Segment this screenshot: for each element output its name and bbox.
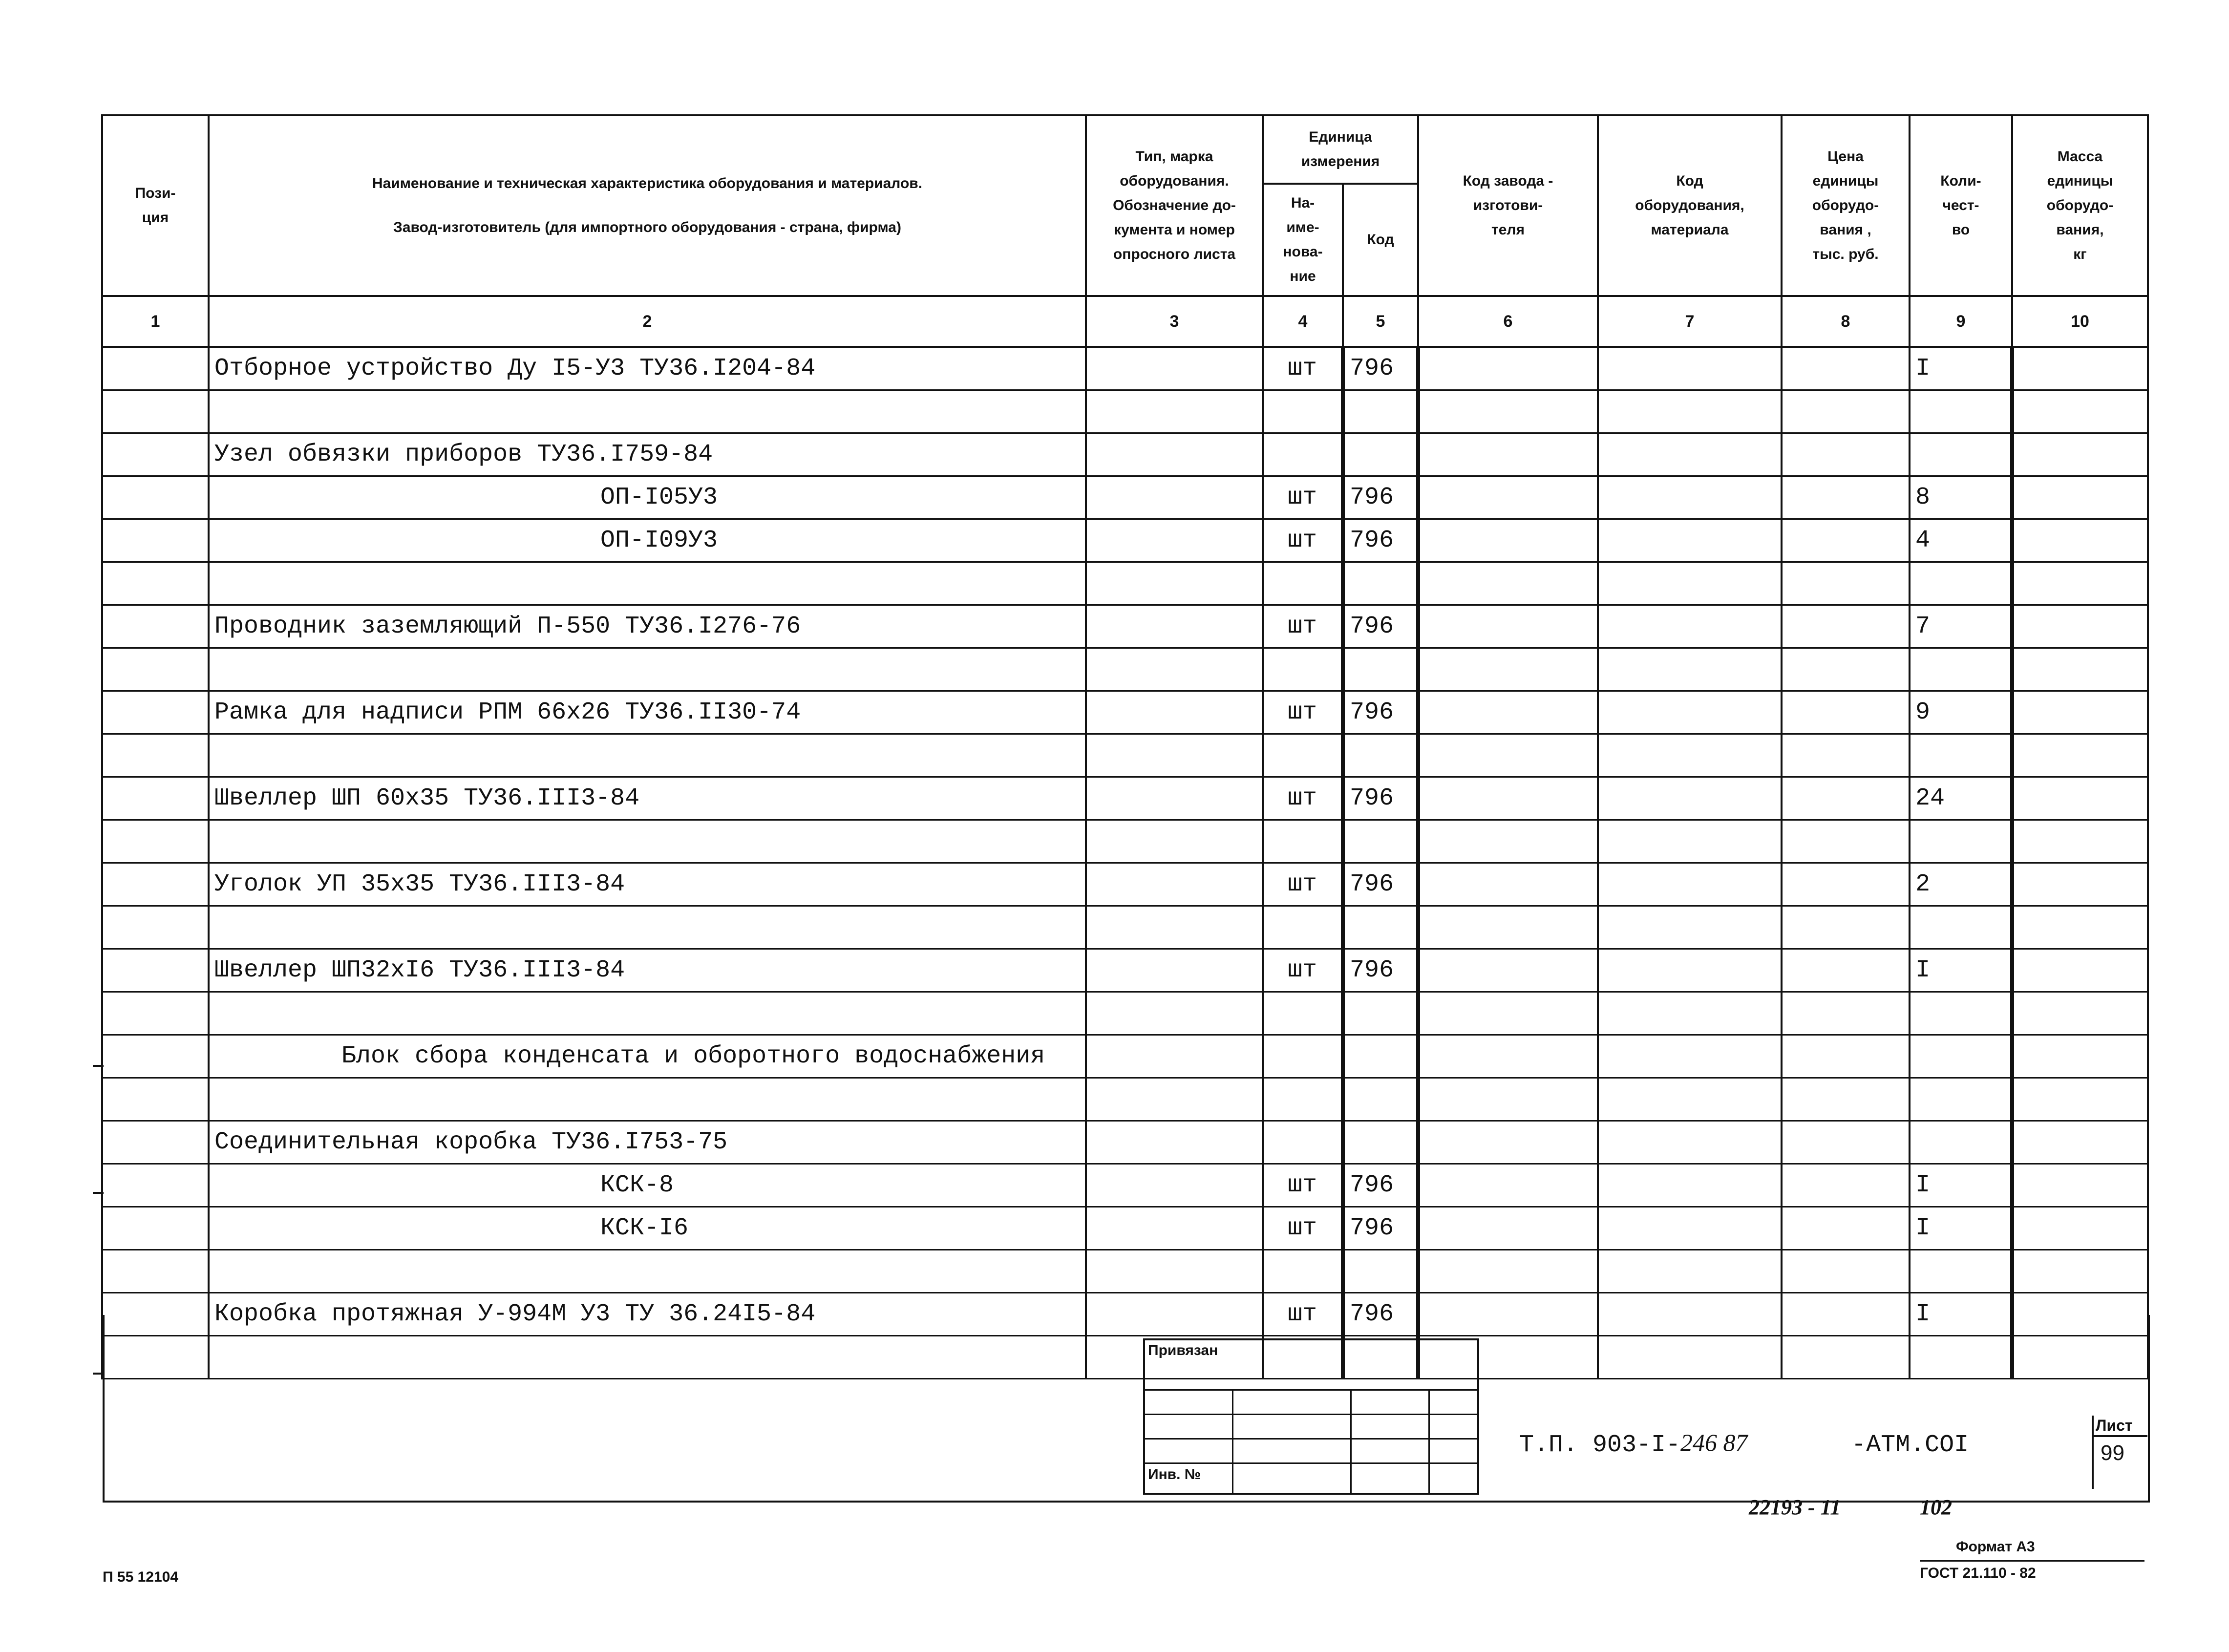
mass-cell [2012,906,2148,949]
factory-code-cell [1418,820,1598,863]
price-cell [1782,648,1910,691]
unit-code: 796 [1343,347,1418,390]
document-code: Т.П. 903-I- -АТМ.СОI [1519,1431,1969,1459]
table-row [102,691,2148,734]
unit-code: 796 [1343,476,1418,519]
factory-code-cell [1418,519,1598,562]
item-name [209,734,1086,777]
unit-name [1263,820,1343,863]
column-number: 4 [1263,296,1343,347]
unit-name [1263,562,1343,605]
position-cell [102,347,209,390]
mass-cell [2012,1250,2148,1292]
item-name: ОП-I09У3 [209,519,1086,562]
factory-code-cell [1418,1035,1598,1078]
unit-code [1343,1078,1418,1121]
mass-cell [2012,949,2148,992]
document-number-handwritten: 246 87 [1680,1429,1748,1456]
header-row [102,115,2148,184]
unit-name [1263,734,1343,777]
unit-code: 796 [1343,691,1418,734]
header-equipment-code: Код оборудования, материала [1598,115,1782,296]
mass-cell [2012,519,2148,562]
mass-cell [2012,691,2148,734]
table-row [102,347,2148,390]
header-unit-group: Единица измерения [1263,115,1418,184]
price-cell [1782,691,1910,734]
header-quantity: Коли- чест- во [1910,115,2012,296]
position-cell [102,1207,209,1250]
quantity: I [1910,949,2012,992]
unit-name: шт [1263,476,1343,519]
equipment-code-cell [1598,476,1782,519]
table-row [102,906,2148,949]
type-cell [1086,992,1263,1035]
unit-name: шт [1263,949,1343,992]
header-factory-code: Код завода - изготови- теля [1418,115,1598,296]
type-cell [1086,1035,1263,1078]
factory-code-cell [1418,605,1598,648]
mass-cell [2012,390,2148,433]
bound-label: Привязан [1148,1342,1218,1358]
mass-cell [2012,734,2148,777]
unit-name: шт [1263,1164,1343,1207]
specification-table [101,114,2149,1379]
binding-stamp [1143,1338,1479,1495]
equipment-code-cell [1598,433,1782,476]
form-code: П 55 12104 [103,1569,179,1585]
unit-code [1343,992,1418,1035]
table-row [102,1078,2148,1121]
type-cell [1086,1121,1263,1164]
factory-code-cell [1418,476,1598,519]
mass-cell [2012,863,2148,906]
unit-code [1343,906,1418,949]
unit-code: 796 [1343,777,1418,820]
item-name: Проводник заземляющий П-550 ТУ36.I276-76 [209,605,1086,648]
factory-code-cell [1418,648,1598,691]
quantity: 8 [1910,476,2012,519]
factory-code-cell [1418,1164,1598,1207]
mass-cell [2012,1164,2148,1207]
equipment-code-cell [1598,519,1782,562]
unit-name [1263,1078,1343,1121]
fold-mark [93,1065,104,1067]
item-name [209,1250,1086,1292]
type-cell [1086,390,1263,433]
unit-code: 796 [1343,863,1418,906]
sheet-label: Лист [2096,1417,2133,1434]
table-row [102,476,2148,519]
header-unit-mass: Масса единицы оборудо- вания, кг [2012,115,2148,296]
quantity: I [1910,1207,2012,1250]
column-number: 10 [2012,296,2148,347]
price-cell [1782,863,1910,906]
unit-code: 796 [1343,1207,1418,1250]
unit-name: шт [1263,691,1343,734]
item-name [209,906,1086,949]
unit-name: шт [1263,863,1343,906]
quantity: 7 [1910,605,2012,648]
item-name [209,992,1086,1035]
unit-code: 796 [1343,605,1418,648]
item-name: Швеллер ШП32хI6 ТУ36.III3-84 [209,949,1086,992]
table-row [102,992,2148,1035]
mass-cell [2012,820,2148,863]
fold-mark [93,1192,104,1194]
price-cell [1782,1078,1910,1121]
item-name: КСК-I6 [209,1207,1086,1250]
fold-mark [93,1373,104,1375]
unit-code [1343,648,1418,691]
type-cell [1086,820,1263,863]
unit-name [1263,1035,1343,1078]
equipment-code-cell [1598,820,1782,863]
table-row [102,1035,2148,1078]
quantity [1910,992,2012,1035]
type-cell [1086,691,1263,734]
type-cell [1086,777,1263,820]
unit-name: шт [1263,347,1343,390]
price-cell [1782,1207,1910,1250]
item-name: Коробка протяжная У-994М У3 ТУ 36.24I5-84 [209,1292,1086,1335]
type-cell [1086,1078,1263,1121]
position-cell [102,777,209,820]
mass-cell [2012,1207,2148,1250]
factory-code-cell [1418,433,1598,476]
equipment-code-cell [1598,1078,1782,1121]
price-cell [1782,562,1910,605]
type-cell [1086,347,1263,390]
unit-name [1263,1121,1343,1164]
item-name: Отборное устройство Ду I5-У3 ТУ36.I204-84 [209,347,1086,390]
price-cell [1782,433,1910,476]
price-cell [1782,777,1910,820]
unit-code [1343,390,1418,433]
quantity [1910,906,2012,949]
inventory-label: Инв. № [1148,1466,1201,1483]
factory-code-cell [1418,777,1598,820]
mass-cell [2012,347,2148,390]
price-cell [1782,1035,1910,1078]
column-number: 3 [1086,296,1263,347]
quantity [1910,1078,2012,1121]
type-cell [1086,1164,1263,1207]
factory-code-cell [1418,347,1598,390]
quantity [1910,734,2012,777]
equipment-code-cell [1598,347,1782,390]
quantity [1910,562,2012,605]
type-cell [1086,476,1263,519]
factory-code-cell [1418,1121,1598,1164]
header-type: Тип, марка оборудования. Обозначение до- кумента и номер опросного листа [1086,115,1263,296]
factory-code-cell [1418,863,1598,906]
equipment-code-cell [1598,949,1782,992]
price-cell [1782,906,1910,949]
item-name: Швеллер ШП 60х35 ТУ36.III3-84 [209,777,1086,820]
position-cell [102,433,209,476]
header-unit-code: Код [1343,184,1418,296]
unit-name: шт [1263,1207,1343,1250]
unit-code [1343,820,1418,863]
factory-code-cell [1418,1250,1598,1292]
quantity [1910,1121,2012,1164]
quantity [1910,820,2012,863]
quantity [1910,1250,2012,1292]
sheet-number: 99 [2101,1441,2124,1465]
position-cell [102,1121,209,1164]
column-number: 9 [1910,296,2012,347]
unit-name [1263,992,1343,1035]
position-cell [102,1035,209,1078]
item-name: Соединительная коробка ТУ36.I753-75 [209,1121,1086,1164]
item-name [209,648,1086,691]
type-cell [1086,519,1263,562]
item-name [209,820,1086,863]
price-cell [1782,476,1910,519]
type-cell [1086,562,1263,605]
price-cell [1782,949,1910,992]
position-cell [102,691,209,734]
quantity [1910,390,2012,433]
quantity: I [1910,1164,2012,1207]
unit-name [1263,906,1343,949]
factory-code-cell [1418,734,1598,777]
unit-code: 796 [1343,949,1418,992]
quantity [1910,433,2012,476]
mass-cell [2012,605,2148,648]
price-cell [1782,347,1910,390]
position-cell [102,992,209,1035]
quantity [1910,1035,2012,1078]
position-cell [102,605,209,648]
stamp-number: 22193 - 11 [1749,1495,1841,1519]
table-row [102,1121,2148,1164]
factory-code-cell [1418,949,1598,992]
item-name: Рамка для надписи РПМ 66х26 ТУ36.II30-74 [209,691,1086,734]
table-row [102,605,2148,648]
column-numbers-row [102,296,2148,347]
page-total: 102 [1920,1495,1952,1519]
equipment-code-cell [1598,777,1782,820]
price-cell [1782,1121,1910,1164]
unit-code: 796 [1343,1164,1418,1207]
factory-code-cell [1418,1207,1598,1250]
unit-name [1263,390,1343,433]
gost-label: ГОСТ 21.110 - 82 [1920,1565,2036,1581]
header-position: Пози- ция [102,115,209,296]
factory-code-cell [1418,562,1598,605]
quantity: I [1910,347,2012,390]
quantity: 24 [1910,777,2012,820]
factory-code-cell [1418,992,1598,1035]
position-cell [102,648,209,691]
mass-cell [2012,433,2148,476]
mass-cell [2012,562,2148,605]
column-number: 2 [209,296,1086,347]
unit-name: шт [1263,519,1343,562]
table-row [102,949,2148,992]
table-row [102,820,2148,863]
column-number: 5 [1343,296,1418,347]
position-cell [102,863,209,906]
equipment-code-cell [1598,1207,1782,1250]
position-cell [102,906,209,949]
table-row [102,390,2148,433]
position-cell [102,476,209,519]
unit-code [1343,1250,1418,1292]
column-number: 1 [102,296,209,347]
table-row [102,777,2148,820]
table-row [102,1164,2148,1207]
type-cell [1086,949,1263,992]
item-name: Блок сбора конденсата и оборотного водоснабжения [209,1035,1086,1078]
price-cell [1782,992,1910,1035]
table-row [102,863,2148,906]
header-unit-name: На- име- нова- ние [1263,184,1343,296]
equipment-code-cell [1598,992,1782,1035]
unit-code: 796 [1343,1292,1418,1335]
price-cell [1782,820,1910,863]
header-unit-price: Цена единицы оборудо- вания , тыс. руб. [1782,115,1910,296]
type-cell [1086,1207,1263,1250]
position-cell [102,734,209,777]
table-row [102,734,2148,777]
unit-code [1343,734,1418,777]
type-cell [1086,734,1263,777]
factory-code-cell [1418,906,1598,949]
unit-code [1343,562,1418,605]
type-cell [1086,605,1263,648]
item-name [209,390,1086,433]
unit-code [1343,433,1418,476]
type-cell [1086,1250,1263,1292]
equipment-code-cell [1598,390,1782,433]
type-cell [1086,863,1263,906]
mass-cell [2012,1035,2148,1078]
equipment-code-cell [1598,648,1782,691]
item-name [209,1078,1086,1121]
equipment-code-cell [1598,1164,1782,1207]
item-name: ОП-I05У3 [209,476,1086,519]
quantity: 4 [1910,519,2012,562]
position-cell [102,519,209,562]
position-cell [102,390,209,433]
quantity: I [1910,1292,2012,1335]
price-cell [1782,390,1910,433]
unit-name: шт [1263,1292,1343,1335]
factory-code-cell [1418,691,1598,734]
position-cell [102,1078,209,1121]
equipment-code-cell [1598,863,1782,906]
mass-cell [2012,476,2148,519]
mass-cell [2012,648,2148,691]
title-block [103,1315,2150,1503]
type-cell [1086,433,1263,476]
position-cell [102,820,209,863]
price-cell [1782,734,1910,777]
column-number: 8 [1782,296,1910,347]
position-cell [102,562,209,605]
table-row [102,1207,2148,1250]
unit-name [1263,1250,1343,1292]
header-name: Наименование и техническая характеристика оборудования и материалов. Завод-изготовитель (для импортного оборудования - страна, фирма) [209,115,1086,296]
mass-cell [2012,777,2148,820]
type-cell [1086,906,1263,949]
equipment-code-cell [1598,1121,1782,1164]
unit-name: шт [1263,777,1343,820]
mass-cell [2012,1121,2148,1164]
table-row [102,1250,2148,1292]
price-cell [1782,519,1910,562]
equipment-code-cell [1598,1035,1782,1078]
item-name [209,562,1086,605]
equipment-code-cell [1598,1250,1782,1292]
table-row [102,433,2148,476]
column-number: 6 [1418,296,1598,347]
type-cell [1086,648,1263,691]
unit-code: 796 [1343,519,1418,562]
equipment-code-cell [1598,562,1782,605]
quantity: 2 [1910,863,2012,906]
price-cell [1782,1250,1910,1292]
equipment-code-cell [1598,691,1782,734]
unit-code [1343,1035,1418,1078]
factory-code-cell [1418,390,1598,433]
table-row [102,648,2148,691]
position-cell [102,1250,209,1292]
quantity: 9 [1910,691,2012,734]
format-label: Формат А3 [1956,1539,2035,1555]
price-cell [1782,605,1910,648]
unit-code [1343,1121,1418,1164]
item-name: КСК-8 [209,1164,1086,1207]
mass-cell [2012,1078,2148,1121]
position-cell [102,949,209,992]
table-row [102,562,2148,605]
item-name: Уголок УП 35х35 ТУ36.III3-84 [209,863,1086,906]
equipment-code-cell [1598,906,1782,949]
equipment-code-cell [1598,734,1782,777]
specification-rows [102,347,2148,1378]
quantity [1910,648,2012,691]
unit-name [1263,433,1343,476]
price-cell [1782,1164,1910,1207]
table-row [102,519,2148,562]
unit-name: шт [1263,605,1343,648]
position-cell [102,1164,209,1207]
item-name: Узел обвязки приборов ТУ36.I759-84 [209,433,1086,476]
unit-name [1263,648,1343,691]
mass-cell [2012,992,2148,1035]
column-number: 7 [1598,296,1782,347]
factory-code-cell [1418,1078,1598,1121]
equipment-code-cell [1598,605,1782,648]
